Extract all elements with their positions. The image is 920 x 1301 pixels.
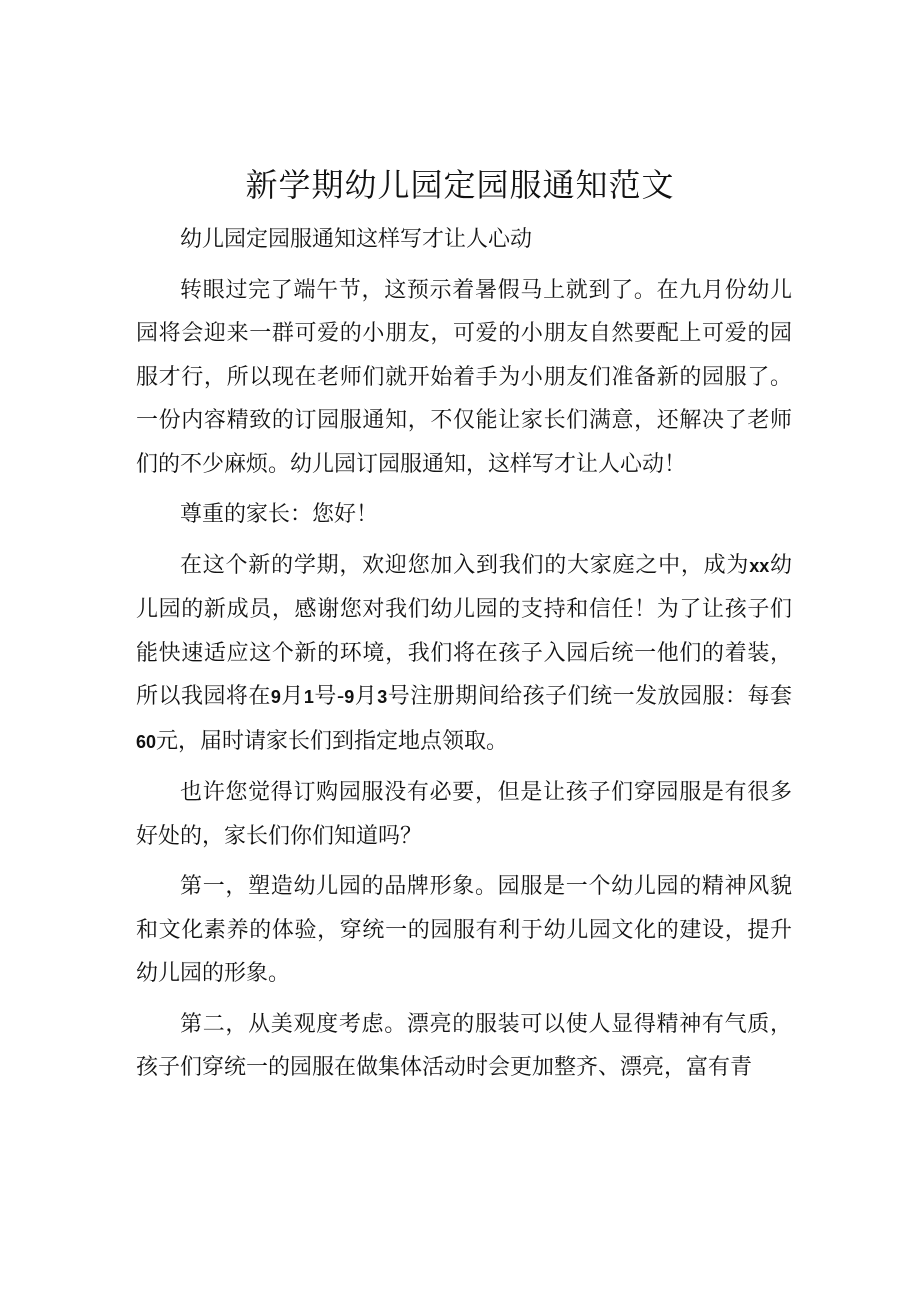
school-name-placeholder: xx [749,555,770,576]
uniform-price: 60 [136,731,157,752]
start-day: 1 [303,687,314,707]
notice-text-3: 号注册期间给孩子们统一发放园服：每套 [387,684,792,709]
start-month: 9 [270,687,281,707]
month-char-1: 月 [280,684,304,709]
point-two-paragraph: 第二，从美观度考虑。漂亮的服装可以使人显得精神有气质，孩子们穿统一的园服在做集体活动时会更加整齐、漂亮，富有青 [136,1011,792,1080]
benefits-paragraph: 也许您觉得订购园服没有必要，但是让孩子们穿园服是有很多好处的，家长们你们知道吗？ [136,780,792,849]
document-body [136,218,792,1090]
notice-text-4: 元，届时请家长们到指定地点领取。 [156,728,509,754]
notice-text-2: 幼儿园的新成员，感谢您对我们幼儿园的支持和信任！为了让孩子们能快速适应这个新的环境，我们将在孩子入园后统一他们的着装，所以我园将在 [136,552,792,709]
month-char-2: 月 [354,684,378,709]
point-one-paragraph: 第一，塑造幼儿园的品牌形象。园服是一个幼儿园的精神风貌和文化素养的体验，穿统一的园服有利于幼儿园文化的建设，提升幼儿园的形象。 [136,874,792,986]
date-separator: 号- [313,684,345,709]
intro-paragraph: 转眼过完了端午节，这预示着暑假马上就到了。在九月份幼儿园将会迎来一群可爱的小朋友，可爱的小朋友自然要配上可爱的园服才行，所以现在老师们就开始着手为小朋友们准备新的园服了。一份内容精致的订园服通知，不仅能让家长们满意，还解决了老师们的不少麻烦。幼儿园订园服通知，这样写才让人心动！ [136,277,792,477]
end-month: 9 [344,687,355,707]
document-subtitle: 幼儿园定园服通知这样写才让人心动 [180,227,533,252]
notice-paragraph [136,544,792,765]
document-title: 新学期幼儿园定园服通知范文 [245,166,675,204]
notice-text-1: 在这个新的学期，欢迎您加入到我们的大家庭之中，成为 [180,552,750,578]
greeting-paragraph: 尊重的家长：您好！ [180,502,379,527]
end-day: 3 [377,687,388,707]
